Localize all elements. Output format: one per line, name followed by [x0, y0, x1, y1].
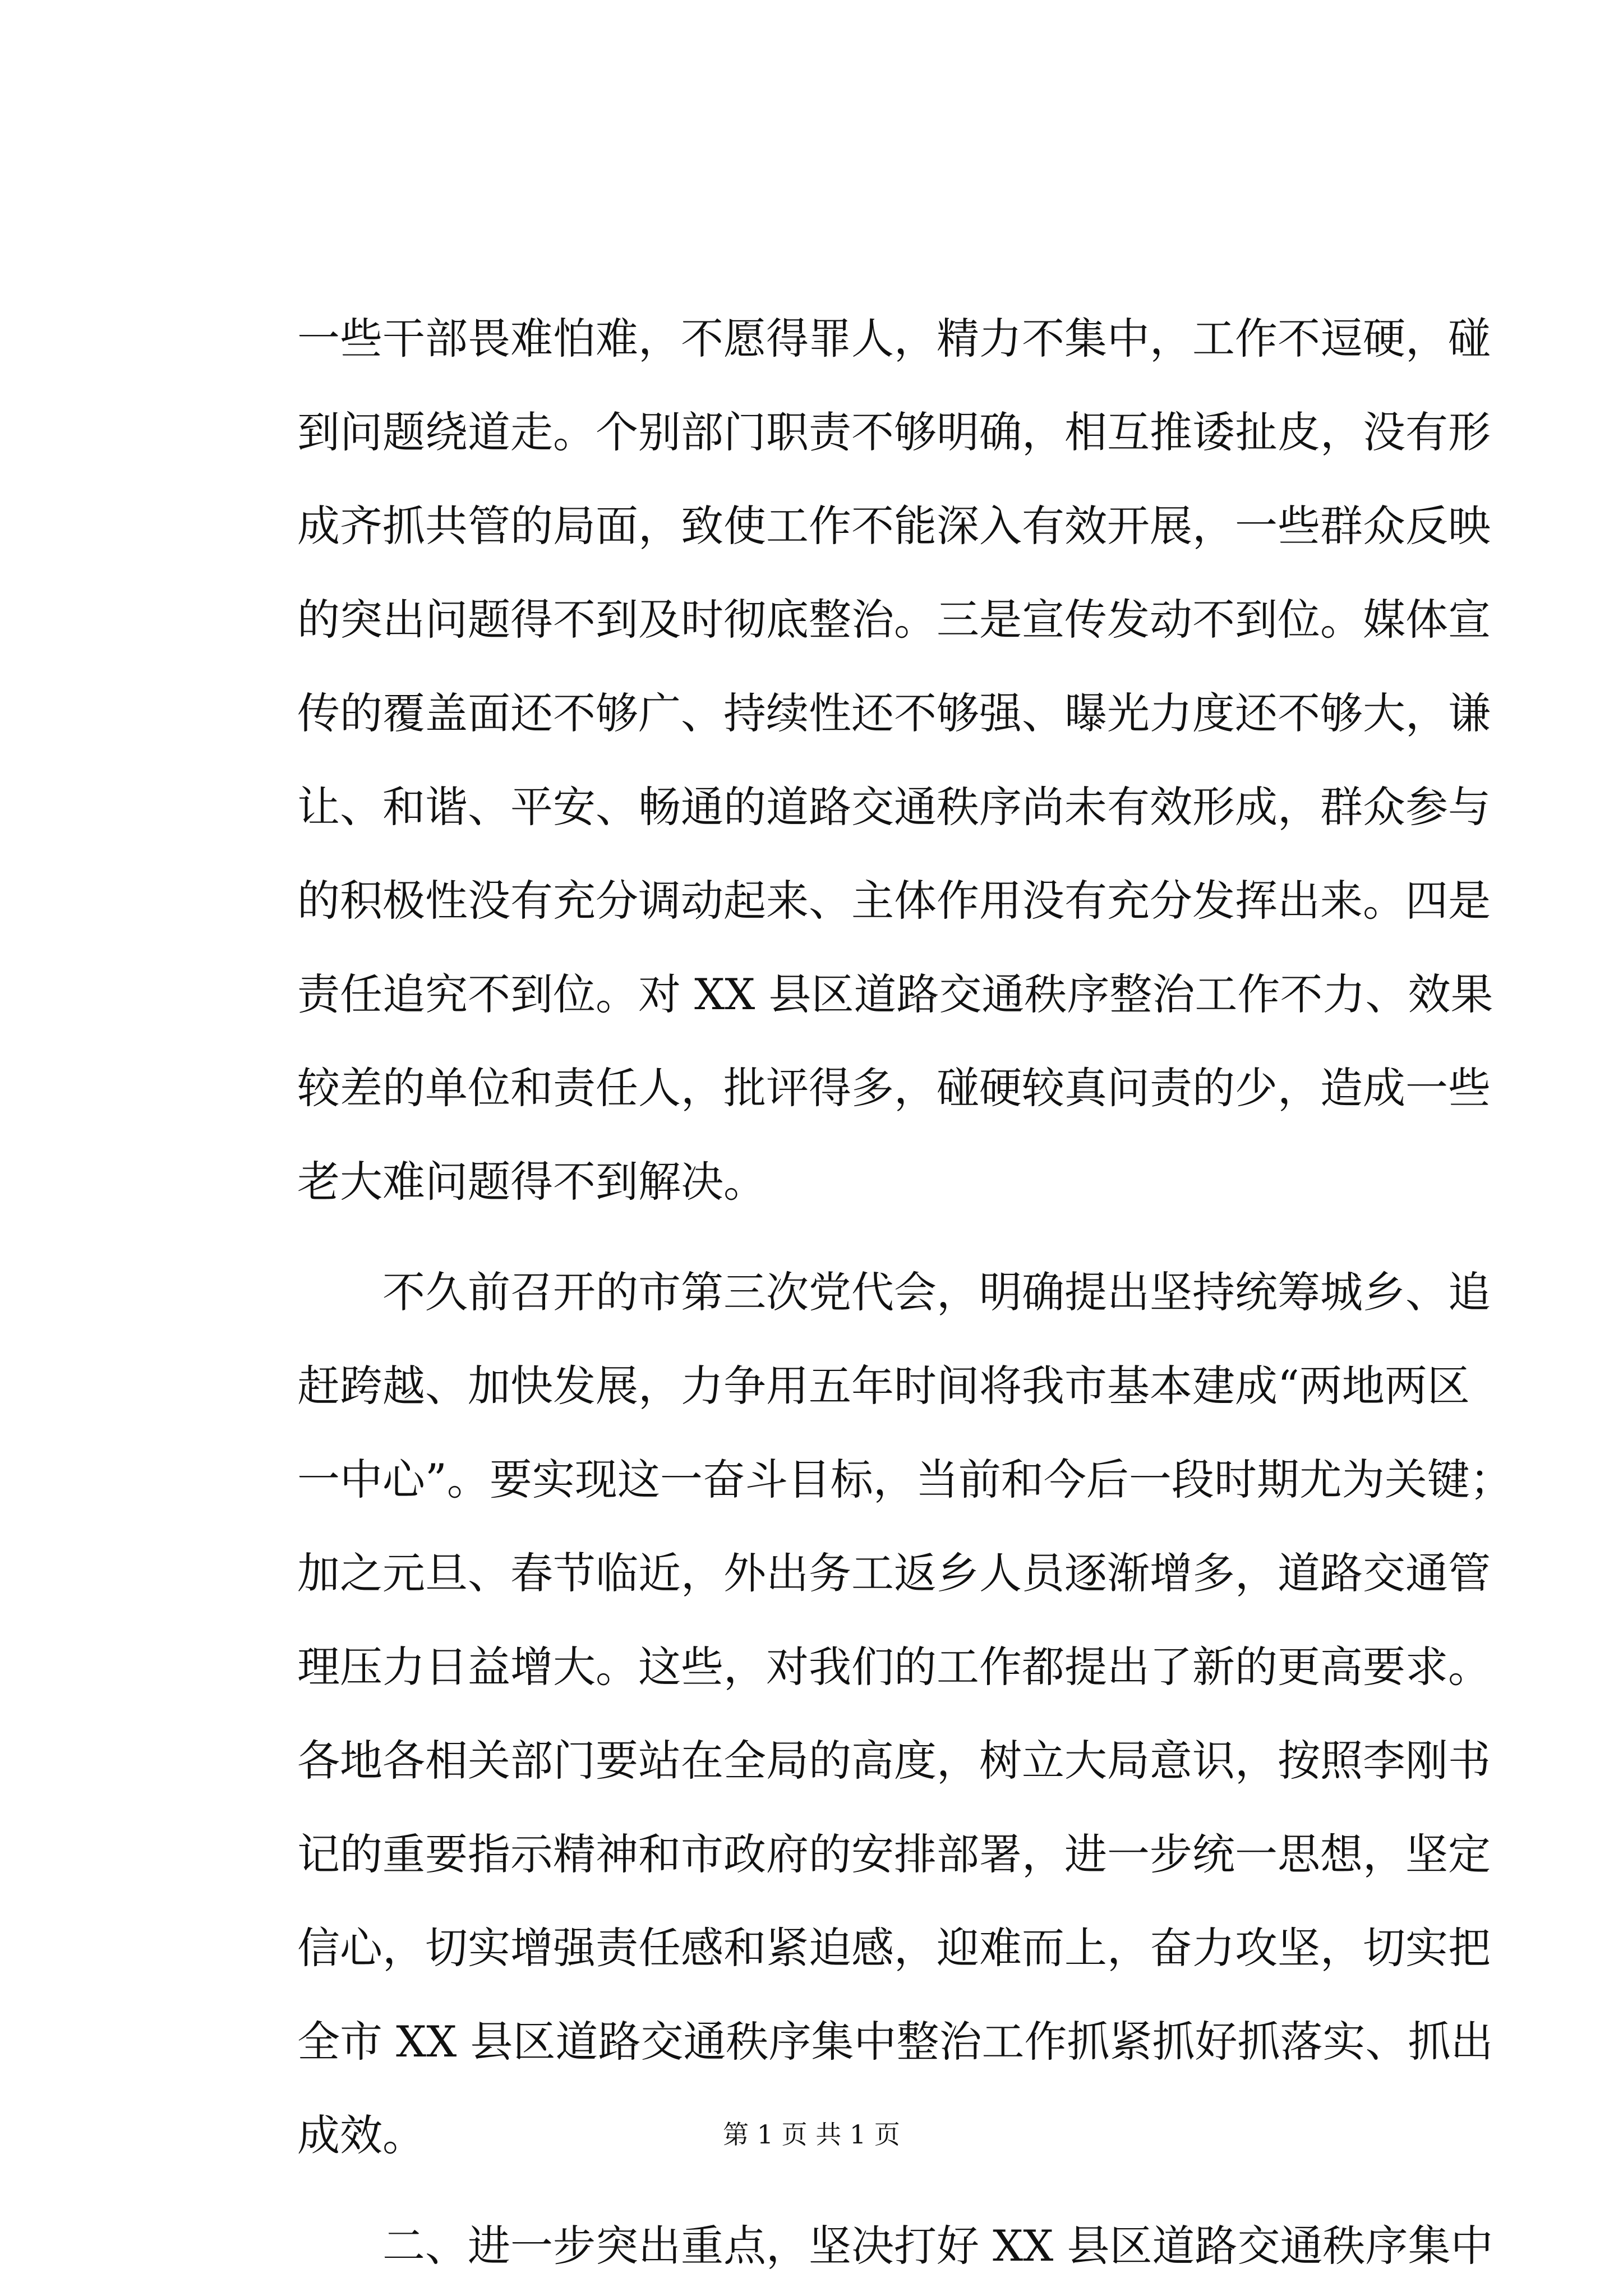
- text-line: 一中心”。要实现这一奋斗目标，当前和今后一段时期尤为关键；: [297, 1455, 1513, 1504]
- text-line: 一些干部畏难怕难，不愿得罪人，精力不集中，工作不逗硬，碰: [297, 314, 1491, 364]
- text-line: 不久前召开的市第三次党代会，明确提出坚持统筹城乡、追: [297, 1267, 1491, 1317]
- paragraph-2: [297, 1245, 1513, 2182]
- text-line: 理压力日益增大。这些，对我们的工作都提出了新的更高要求。: [297, 1642, 1491, 1692]
- text-line: 的积极性没有充分调动起来、主体作用没有充分发挥出来。四是: [297, 876, 1491, 926]
- text-line: 成效。: [297, 2110, 425, 2160]
- text-line: 传的覆盖面还不够广、持续性还不够强、曝光力度还不够大，谦: [297, 688, 1491, 738]
- page-footer: 第 1 页 共 1 页: [723, 2119, 900, 2150]
- text-line: 到问题绕道走。个别部门职责不够明确，相互推诿扯皮，没有形: [297, 407, 1491, 457]
- text-line: 信心，切实增强责任感和紧迫感，迎难而上，奋力攻坚，切实把: [297, 1923, 1491, 1973]
- text-line: 全市 XX 县区道路交通秩序集中整治工作抓紧抓好抓落实、抓出: [297, 2017, 1493, 2067]
- text-line: 的突出问题得不到及时彻底整治。三是宣传发动不到位。媒体宣: [297, 595, 1491, 645]
- text-line: 记的重要指示精神和市政府的安排部署，进一步统一思想，坚定: [297, 1829, 1491, 1879]
- section-heading-line: 二、进一步突出重点，坚决打好 XX 县区道路交通秩序集中: [297, 2221, 1493, 2271]
- text-line: 责任追究不到位。对 XX 县区道路交通秩序整治工作不力、效果: [297, 969, 1493, 1019]
- text-line: 成齐抓共管的局面，致使工作不能深入有效开展，一些群众反映: [297, 501, 1491, 551]
- paragraph-1: [297, 292, 1493, 1228]
- text-line: 较差的单位和责任人，批评得多，碰硬较真问责的少，造成一些: [297, 1063, 1491, 1113]
- text-line: 加之元旦、春节临近，外出务工返乡人员逐渐增多，道路交通管: [297, 1548, 1491, 1598]
- text-line: 赶跨越、加快发展，力争用五年时间将我市基本建成“两地两区: [297, 1361, 1470, 1411]
- text-line: 各地各相关部门要站在全局的高度，树立大局意识，按照李刚书: [297, 1736, 1491, 1786]
- text-line: 让、和谐、平安、畅通的道路交通秩序尚未有效形成，群众参与: [297, 782, 1491, 832]
- body-text: [297, 292, 1513, 2293]
- paragraph-3: [297, 2199, 1493, 2293]
- text-line: 老大难问题得不到解决。: [297, 1157, 766, 1207]
